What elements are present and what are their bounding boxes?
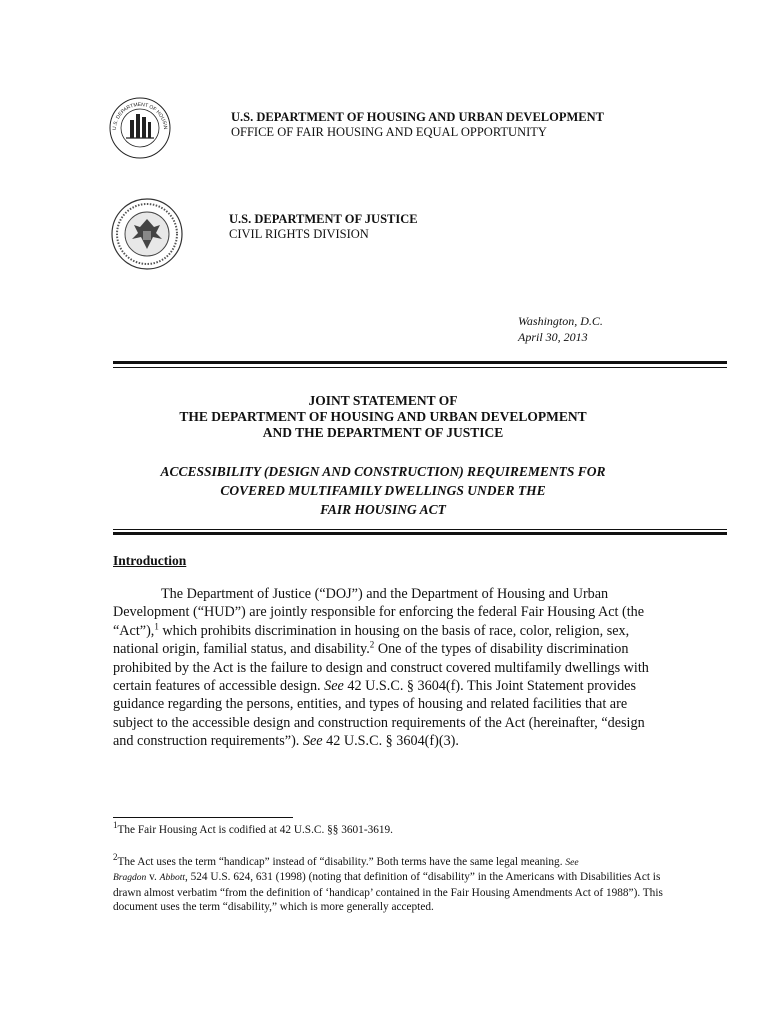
doj-name: U.S. DEPARTMENT OF JUSTICE	[229, 212, 418, 226]
footnote-2-number: 2	[113, 852, 118, 863]
doj-header	[229, 212, 418, 242]
title-line-2: THE DEPARTMENT OF HOUSING AND URBAN DEVELOPMENT	[179, 409, 587, 424]
dateline	[518, 313, 603, 345]
subtitle-line-3: FAIR HOUSING ACT	[320, 502, 446, 517]
footnote-2-v: v.	[146, 871, 160, 884]
document-title	[113, 393, 653, 441]
mid-divider-thin	[113, 529, 727, 530]
footnote-2-case-1: Bragdon	[113, 873, 147, 884]
footnote-1-text: The Fair Housing Act is codified at 42 U.S.C. §§ 3601-3619.	[117, 824, 393, 836]
hud-seal-icon	[108, 96, 172, 160]
top-divider-thin	[113, 367, 727, 368]
footnote-2-case-2: Abbott	[159, 873, 185, 884]
footnote-2-text-b: , 524 U.S. 624, 631 (1998) (noting that definition of “disability” in the Americans with Disabilities Act is drawn almost verbatim “from the definition of ‘handicap’ contained in the Fair Housing Amendments Act of 1988”). This document uses the term “disability,” which is more generally accepted.	[113, 871, 663, 914]
subtitle-line-1: ACCESSIBILITY (DESIGN AND CONSTRUCTION) REQUIREMENTS FOR	[160, 464, 606, 479]
dateline-place: Washington, D.C.	[518, 314, 603, 328]
footnote-1-number: 1	[113, 820, 118, 831]
intro-text-4: 42 U.S.C. § 3604(f). This Joint Statement provides guidance regarding the persons, entities, and types of housing and related facilities that are subject to the accessible design and construction requirements of the Act (hereinafter, “design and construction requirements”).	[113, 678, 645, 750]
footnote-1	[113, 820, 663, 837]
section-heading: Introduction	[113, 553, 187, 568]
hud-office: OFFICE OF FAIR HOUSING AND EQUAL OPPORTUNITY	[231, 125, 547, 139]
intro-text-3: One of the types of disability discrimination prohibited by the Act is the failure to design and construct covered multifamily dwellings with certain features of accessible design.	[113, 641, 649, 695]
footnote-2-text-a: The Act uses the term “handicap” instead of “disability.” Both terms have the same legal meaning.	[117, 856, 566, 868]
footnote-ref-2[interactable]: 2	[369, 639, 375, 650]
top-divider	[113, 361, 727, 364]
intro-text-2: which prohibits discrimination in housing on the basis of race, color, religion, sex, national origin, familial status, and disability.	[113, 622, 630, 658]
see-signal-1: See	[324, 678, 344, 695]
footnote-2-see: See	[565, 858, 579, 868]
title-line-1: JOINT STATEMENT OF	[308, 393, 458, 408]
intro-paragraph	[113, 585, 649, 751]
doj-division: CIVIL RIGHTS DIVISION	[229, 227, 369, 241]
hud-header	[231, 110, 604, 140]
mid-divider	[113, 532, 727, 535]
hud-name: U.S. DEPARTMENT OF HOUSING AND URBAN DEVELOPMENT	[231, 110, 604, 124]
footnote-divider	[113, 817, 293, 818]
intro-text-1: The Department of Justice (“DOJ”) and the Department of Housing and Urban Development (“HUD”) are jointly responsible for enforcing the federal Fair Housing Act (the “Act”),	[113, 586, 645, 639]
footnote-2	[113, 852, 663, 915]
hud-seal-text: U.S. DEPARTMENT OF HOUSIN	[111, 101, 169, 131]
dateline-date: April 30, 2013	[518, 330, 588, 344]
intro-text-5: 42 U.S.C. § 3604(f)(3).	[322, 733, 459, 750]
see-signal-2: See	[302, 733, 323, 750]
document-subtitle	[113, 462, 653, 519]
doj-seal-icon	[110, 197, 184, 271]
title-line-3: AND THE DEPARTMENT OF JUSTICE	[262, 425, 504, 440]
subtitle-line-2: COVERED MULTIFAMILY DWELLINGS UNDER THE	[220, 483, 546, 498]
footnote-ref-1[interactable]: 1	[154, 621, 159, 632]
